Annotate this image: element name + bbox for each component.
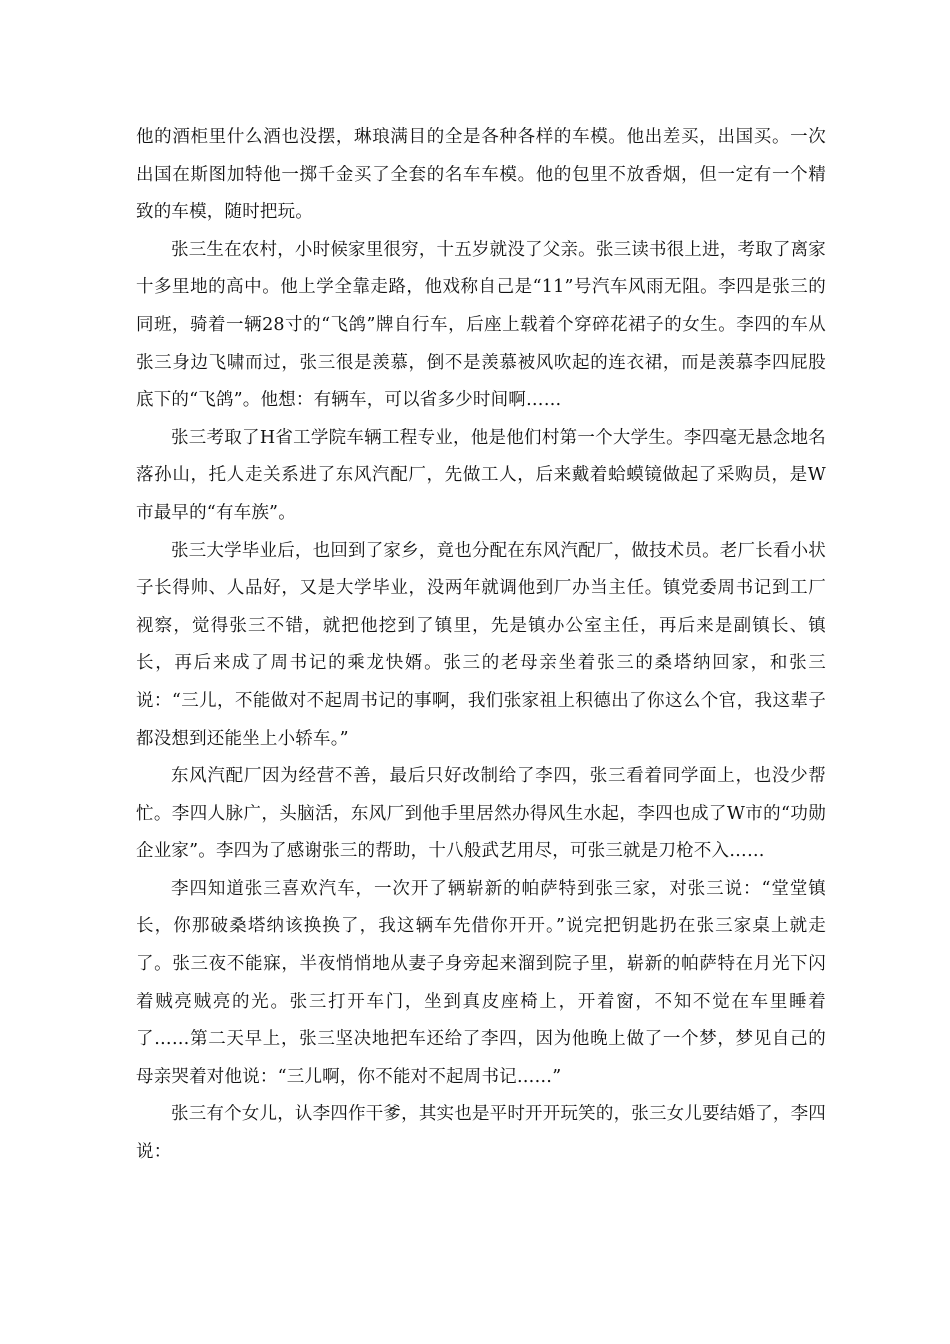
paragraph-3: 张三考取了H省工学院车辆工程专业，他是他们村第一个大学生。李四毫无悬念地名落孙山，托人走关系进了东风汽配厂，先做工人，后来戴着蛤蟆镜做起了采购员，是W市最早的“有车族”。	[136, 427, 826, 523]
paragraph-7: 张三有个女儿，认李四作干爹，其实也是平时开开玩笑的，张三女儿要结婚了，李四说：	[136, 1104, 826, 1163]
story-text	[136, 119, 826, 1172]
paragraph-6: 李四知道张三喜欢汽车，一次开了辆崭新的帕萨特到张三家，对张三说：“堂堂镇长，你那破桑塔纳该换换了，我这辆车先借你开开。”说完把钥匙扔在张三家桌上就走了。张三夜不能寐，半夜悄悄地从妻子身旁起来溜到院子里，崭新的帕萨特在月光下闪着贼亮贼亮的光。张三打开车门，坐到真皮座椅上，开着窗，不知不觉在车里睡着了……第二天早上，张三坚决地把车还给了李四，因为他晚上做了一个梦，梦见自己的母亲哭着对他说：“三儿啊，你不能对不起周书记……”	[136, 878, 826, 1087]
paragraph-2: 张三生在农村，小时候家里很穷，十五岁就没了父亲。张三读书很上进，考取了离家十多里地的高中。他上学全靠走路，他戏称自己是“11”号汽车风雨无阻。李四是张三的同班，骑着一辆28寸的“飞鸽”牌自行车，后座上载着个穿碎花裙子的女生。李四的车从张三身边飞啸而过，张三很是羡慕，倒不是羡慕被风吹起的连衣裙，而是羡慕李四屁股底下的“飞鸽”。他想：有辆车，可以省多少时间啊……	[136, 239, 826, 411]
paragraph-1: 他的酒柜里什么酒也没摆，琳琅满目的全是各种各样的车模。他出差买，出国买。一次出国在斯图加特他一掷千金买了全套的名车车模。他的包里不放香烟，但一定有一个精致的车模，随时把玩。	[136, 127, 826, 223]
paragraph-5: 东风汽配厂因为经营不善，最后只好改制给了李四，张三看着同学面上，也没少帮忙。李四人脉广，头脑活，东风厂到他手里居然办得风生水起，李四也成了W市的“功勋企业家”。李四为了感谢张三的帮助，十八般武艺用尽，可张三就是刀枪不入……	[136, 766, 826, 862]
paragraph-4: 张三大学毕业后，也回到了家乡，竟也分配在东风汽配厂，做技术员。老厂长看小状子长得帅、人品好，又是大学毕业，没两年就调他到厂办当主任。镇党委周书记到工厂视察，觉得张三不错，就把他挖到了镇里，先是镇办公室主任，再后来是副镇长、镇长，再后来成了周书记的乘龙快婿。张三的老母亲坐着张三的桑塔纳回家，和张三说：“三儿，不能做对不起周书记的事啊，我们张家祖上积德出了你这么个官，我这辈子都没想到还能坐上小轿车。”	[136, 540, 826, 749]
